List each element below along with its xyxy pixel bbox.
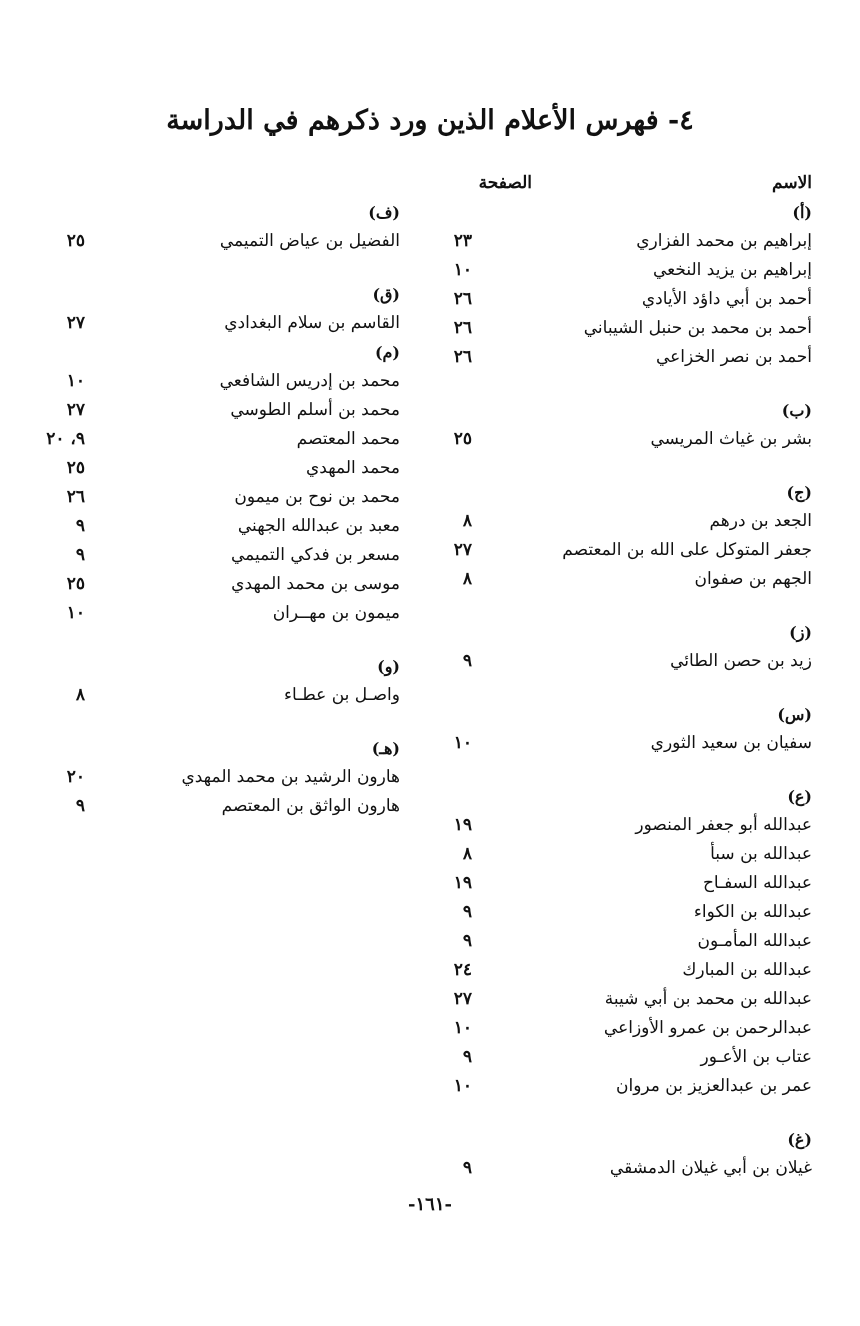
entry-name: عبدالله المأمـون: [697, 931, 812, 951]
section-letter-label: (ق): [372, 285, 400, 304]
entry-name: الفضيل بن عياض التميمي: [219, 231, 400, 251]
section-letter: [442, 782, 812, 811]
index-entry: [40, 227, 400, 256]
entry-page-number: ٢٧: [453, 540, 472, 560]
entry-name: عمر بن عبدالعزيز بن مروان: [615, 1076, 812, 1096]
entry-name: محمد المهدي: [305, 458, 400, 478]
entry-name: مسعر بن فدكي التميمي: [230, 545, 400, 565]
section-letter: [40, 652, 400, 681]
index-entry: [442, 647, 812, 676]
section-letter-label: (أ): [792, 203, 812, 222]
entry-page-number: ٢٣: [453, 231, 472, 251]
entry-page-number: ٢٧: [66, 400, 85, 420]
entry-name: الجهم بن صفوان: [694, 569, 812, 589]
section-letter: [442, 396, 812, 425]
section-gap: [442, 594, 812, 618]
entry-page-number: ١٩: [453, 873, 472, 893]
index-entry: [40, 309, 400, 338]
entry-name: محمد بن نوح بن ميمون: [234, 487, 400, 507]
index-entry: [442, 729, 812, 758]
entry-page-number: ٢٤: [453, 960, 472, 980]
entry-name: القاسم بن سلام البغدادي: [224, 313, 400, 333]
index-entry: [40, 512, 400, 541]
entry-name: عبدالله بن سبأ: [710, 844, 812, 864]
entry-page-number: ٢٧: [453, 989, 472, 1009]
index-entry: [442, 314, 812, 343]
index-entry: [40, 792, 400, 821]
section-letter-label: (م): [374, 343, 400, 362]
section-letter: [442, 198, 812, 227]
entry-page-number: ١٠: [453, 1018, 472, 1038]
entry-name: محمد المعتصم: [296, 429, 400, 449]
name-column-header: الاسم: [772, 173, 812, 193]
section-letter: [40, 734, 400, 763]
section-letter: [40, 338, 400, 367]
entry-page-number: ٨: [462, 511, 472, 531]
index-entry: [442, 985, 812, 1014]
entry-name: هارون الرشيد بن محمد المهدي: [181, 767, 400, 787]
entry-name: ميمون بن مهــران: [272, 603, 400, 623]
entry-page-number: ١٠: [66, 371, 85, 391]
entry-name: عبدالله أبو جعفر المنصور: [635, 815, 812, 835]
entry-name: أحمد بن أبي داؤد الأيادي: [641, 289, 812, 309]
entry-page-number: ٩، ٢٠: [46, 429, 85, 449]
entry-page-number: ٩: [462, 1158, 472, 1178]
index-column-right: [442, 198, 812, 1183]
section-letter-label: (ب): [781, 401, 812, 420]
entry-page-number: ٢٥: [453, 429, 472, 449]
section-letter-label: (ج): [786, 483, 812, 502]
index-entry: [40, 681, 400, 710]
index-entry: [442, 343, 812, 372]
entry-name: إبراهيم بن يزيد النخعي: [653, 260, 812, 280]
entry-name: سفيان بن سعيد الثوري: [650, 733, 812, 753]
index-entry: [442, 927, 812, 956]
entry-page-number: ٨: [75, 685, 85, 705]
section-gap: [442, 372, 812, 396]
section-gap: [442, 758, 812, 782]
entry-name: عبدالله بن محمد بن أبي شيبة: [604, 989, 812, 1009]
entry-page-number: ٢٧: [66, 313, 85, 333]
index-entry: [442, 840, 812, 869]
section-gap: [442, 676, 812, 700]
index-entry: [442, 869, 812, 898]
entry-page-number: ٢٥: [66, 231, 85, 251]
entry-name: أحمد بن نصر الخزاعي: [655, 347, 812, 367]
entry-name: الجعد بن درهم: [709, 511, 812, 531]
entry-name: جعفر المتوكل على الله بن المعتصم: [562, 540, 812, 560]
entry-name: واصـل بن عطـاء: [284, 685, 400, 705]
section-gap: [40, 710, 400, 734]
entry-page-number: ٢٦: [453, 347, 472, 367]
entry-name: عتاب بن الأعـور: [700, 1047, 812, 1067]
index-entry: [40, 541, 400, 570]
section-gap: [442, 1101, 812, 1125]
index-entry: [442, 425, 812, 454]
section-letter: [442, 700, 812, 729]
entry-page-number: ٢٠: [66, 767, 85, 787]
index-entry: [40, 396, 400, 425]
page-number: -١٦١-: [408, 1194, 452, 1215]
entry-name: عبدالرحمن بن عمرو الأوزاعي: [603, 1018, 812, 1038]
entry-name: هارون الواثق بن المعتصم: [221, 796, 400, 816]
entry-name: محمد بن إدريس الشافعي: [219, 371, 400, 391]
entry-page-number: ٩: [462, 931, 472, 951]
entry-name: بشر بن غياث المريسي: [650, 429, 812, 449]
section-letter-label: (غ): [787, 1130, 812, 1149]
page-column-header: الصفحة: [478, 173, 532, 193]
entry-page-number: ٨: [462, 844, 472, 864]
index-entry: [442, 285, 812, 314]
index-entry: [442, 227, 812, 256]
section-letter-label: (ع): [787, 787, 812, 806]
entry-page-number: ١٠: [66, 603, 85, 623]
section-letter-label: (ف): [368, 203, 400, 222]
index-entry: [40, 483, 400, 512]
index-entry: [442, 898, 812, 927]
entry-page-number: ٩: [462, 651, 472, 671]
section-letter: [442, 1125, 812, 1154]
index-entry: [40, 367, 400, 396]
index-entry: [442, 1014, 812, 1043]
index-entry: [442, 565, 812, 594]
index-entry: [442, 811, 812, 840]
index-entry: [40, 599, 400, 628]
entry-page-number: ٢٥: [66, 458, 85, 478]
entry-page-number: ١٩: [453, 815, 472, 835]
section-letter-label: (ز): [789, 623, 812, 642]
index-entry: [442, 536, 812, 565]
section-gap: [40, 628, 400, 652]
entry-page-number: ٩: [462, 902, 472, 922]
section-letter-label: (هـ): [371, 739, 400, 758]
entry-page-number: ٢٦: [453, 318, 472, 338]
entry-page-number: ٩: [75, 545, 85, 565]
section-gap: [442, 454, 812, 478]
entry-name: عبدالله السفـاح: [702, 873, 812, 893]
section-gap: [40, 256, 400, 280]
index-entry: [40, 570, 400, 599]
entry-page-number: ٢٦: [453, 289, 472, 309]
section-letter: [442, 478, 812, 507]
index-entry: [40, 763, 400, 792]
index-entry: [442, 956, 812, 985]
section-letter: [442, 618, 812, 647]
entry-page-number: ١٠: [453, 1076, 472, 1096]
entry-page-number: ٩: [462, 1047, 472, 1067]
entry-name: أحمد بن محمد بن حنبل الشيباني: [583, 318, 812, 338]
entry-name: محمد بن أسلم الطوسي: [230, 400, 400, 420]
section-letter-label: (و): [377, 657, 400, 676]
entry-name: غيلان بن أبي غيلان الدمشقي: [609, 1158, 812, 1178]
index-entry: [442, 1043, 812, 1072]
entry-page-number: ٢٦: [66, 487, 85, 507]
index-entry: [442, 1072, 812, 1101]
index-entry: [442, 507, 812, 536]
entry-page-number: ٢٥: [66, 574, 85, 594]
entry-name: عبدالله بن المبارك: [682, 960, 812, 980]
section-letter: [40, 280, 400, 309]
entry-page-number: ٩: [75, 516, 85, 536]
entry-page-number: ١٠: [453, 733, 472, 753]
entry-page-number: ١٠: [453, 260, 472, 280]
entry-name: زيد بن حصن الطائي: [670, 651, 812, 671]
section-letter: [40, 198, 400, 227]
entry-page-number: ٩: [75, 796, 85, 816]
index-entry: [442, 1154, 812, 1183]
entry-name: موسى بن محمد المهدي: [231, 574, 400, 594]
entry-name: عبدالله بن الكواء: [693, 902, 812, 922]
section-letter-label: (س): [777, 705, 812, 724]
index-column-left: [40, 198, 400, 821]
page-title: ٤- فهرس الأعلام الذين ورد ذكرهم في الدراسة: [166, 105, 694, 136]
entry-name: إبراهيم بن محمد الفزاري: [636, 231, 812, 251]
index-entry: [40, 454, 400, 483]
index-entry: [40, 425, 400, 454]
entry-name: معبد بن عبدالله الجهني: [237, 516, 400, 536]
entry-page-number: ٨: [462, 569, 472, 589]
index-entry: [442, 256, 812, 285]
